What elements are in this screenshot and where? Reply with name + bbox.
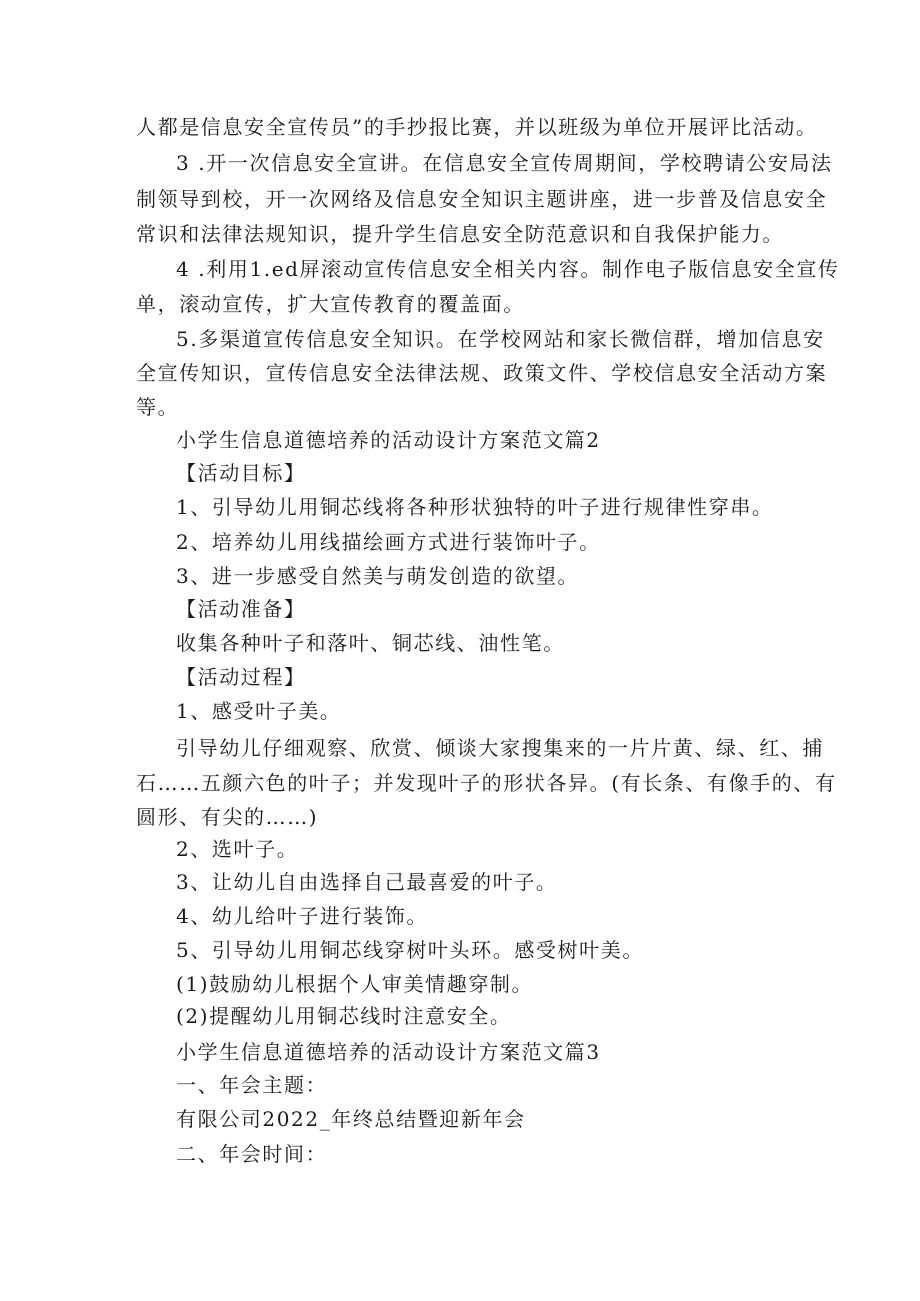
subheading-activity-process: 【活动过程】 <box>176 665 306 689</box>
list-item: 3、让幼儿自由选择自己最喜爱的叶子。 <box>176 870 558 894</box>
list-item: (1)鼓励幼儿根据个人审美情趣穿制。 <box>176 972 534 996</box>
section-heading-3: 小学生信息道德培养的活动设计方案范文篇3 <box>176 1040 601 1064</box>
list-item: 5、引导幼儿用铜芯线穿树叶头环。感受树叶美。 <box>176 938 644 962</box>
body-text-line: 人都是信息安全宣传员”的手抄报比赛，并以班级为单位开展评比活动。 <box>136 115 818 139</box>
body-text-line: 全宣传知识，宣传信息安全法律法规、政策文件、学校信息安全活动方案 <box>136 361 828 385</box>
list-item: 2、培养幼儿用线描绘画方式进行装饰叶子。 <box>176 530 601 554</box>
body-text-line: 等。 <box>136 395 180 419</box>
subheading-activity-goals: 【活动目标】 <box>176 461 306 485</box>
subheading-annual-meeting-time: 二、年会时间： <box>176 1142 328 1166</box>
body-text-line: 引导幼儿仔细观察、欣赏、倾谈大家搜集来的一片片黄、绿、红、捕 <box>176 736 824 760</box>
list-item-5: 5.多渠道宣传信息安全知识。在学校网站和家长微信群，增加信息安 <box>176 327 825 351</box>
section-heading-2: 小学生信息道德培养的活动设计方案范文篇2 <box>176 428 601 452</box>
list-item: 2、选叶子。 <box>176 837 299 861</box>
subheading-activity-preparation: 【活动准备】 <box>176 597 306 621</box>
body-text-line: 单，滚动宣传，扩大宣传教育的覆盖面。 <box>136 292 525 316</box>
body-text-line: 有限公司2022_年终总结暨迎新年会 <box>176 1107 526 1131</box>
body-text-line: 常识和法律法规知识，提升学生信息安全防范意识和自我保护能力。 <box>136 222 784 246</box>
list-item-4: 4 .利用1.ed屏滚动宣传信息安全相关内容。制作电子版信息安全宣传 <box>176 257 840 281</box>
list-item: 3、进一步感受自然美与萌发创造的欲望。 <box>176 564 580 588</box>
body-text-line: 制领导到校，开一次网络及信息安全知识主题讲座，进一步普及信息安全 <box>136 187 828 211</box>
list-item: (2)提醒幼儿用铜芯线时注意安全。 <box>176 1004 512 1028</box>
body-text-line: 石……五颜六色的叶子；并发现叶子的形状各异。(有长条、有像手的、有 <box>136 771 837 795</box>
list-item: 1、感受叶子美。 <box>176 699 342 723</box>
body-text-line: 圆形、有尖的……) <box>136 805 319 829</box>
subheading-annual-meeting-theme: 一、年会主题： <box>176 1073 328 1097</box>
list-item-3: 3 .开一次信息安全宣讲。在信息安全宣传周期间，学校聘请公安局法 <box>176 151 833 175</box>
list-item: 1、引导幼儿用铜芯线将各种形状独特的叶子进行规律性穿串。 <box>176 495 774 519</box>
body-text-line: 收集各种叶子和落叶、铜芯线、油性笔。 <box>176 631 565 655</box>
list-item: 4、幼儿给叶子进行装饰。 <box>176 904 428 928</box>
